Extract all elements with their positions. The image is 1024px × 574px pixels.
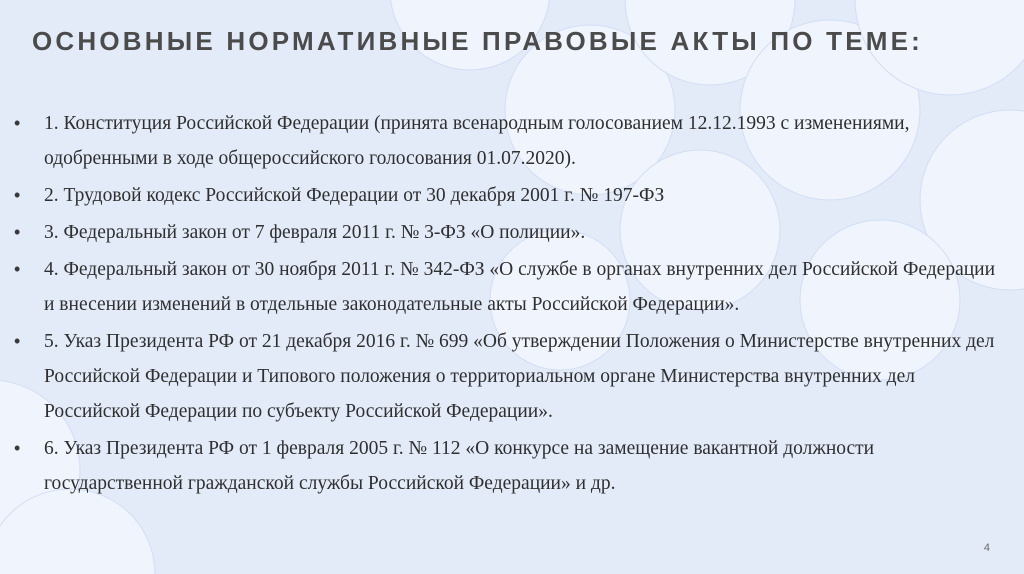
acts-list [0,106,1024,503]
page-number: 4 [983,542,990,554]
bullet-icon: • [14,222,21,242]
bullet-icon: • [14,438,21,458]
list-item-text: 4. Федеральный закон от 30 ноября 2011 г. № 342-ФЗ «О службе в органах внутренних дел Российской Федерации и внесении изменений в отдельные законодательные акты Российской Федерации». [44,259,996,315]
bullet-icon: • [14,331,21,351]
list-item [0,431,1024,501]
list-item [0,106,1024,176]
slide-title: ОСНОВНЫЕ НОРМАТИВНЫЕ ПРАВОВЫЕ АКТЫ ПО ТЕМЕ: [32,26,923,56]
list-item-text: 2. Трудовой кодекс Российской Федерации от 30 декабря 2001 г. № 197-ФЗ [44,185,665,206]
list-item-text: 3. Федеральный закон от 7 февраля 2011 г. № 3-ФЗ «О полиции». [44,222,586,243]
bullet-icon: • [14,185,21,205]
bullet-icon: • [14,113,21,133]
list-item-text: 5. Указ Президента РФ от 21 декабря 2016 г. № 699 «Об утверждении Положения о Министерстве внутренних дел Российской Федерации и Типового положения о территориальном органе Министерства внутренних дел Российской Федерации по субъекту Российской Федерации». [44,331,995,422]
list-item-text: 1. Конституция Российской Федерации (принята всенародным голосованием 12.12.1993 с изменениями, одобренными в ходе общероссийского голосования 01.07.2020). [44,113,910,169]
list-item [0,252,1024,322]
list-item-text: 6. Указ Президента РФ от 1 февраля 2005 г. № 112 «О конкурсе на замещение вакантной должности государственной гражданской службы Российской Федерации» и др. [44,438,875,494]
list-item [0,178,1024,213]
list-item [0,324,1024,429]
bullet-icon: • [14,259,21,279]
list-item [0,215,1024,250]
